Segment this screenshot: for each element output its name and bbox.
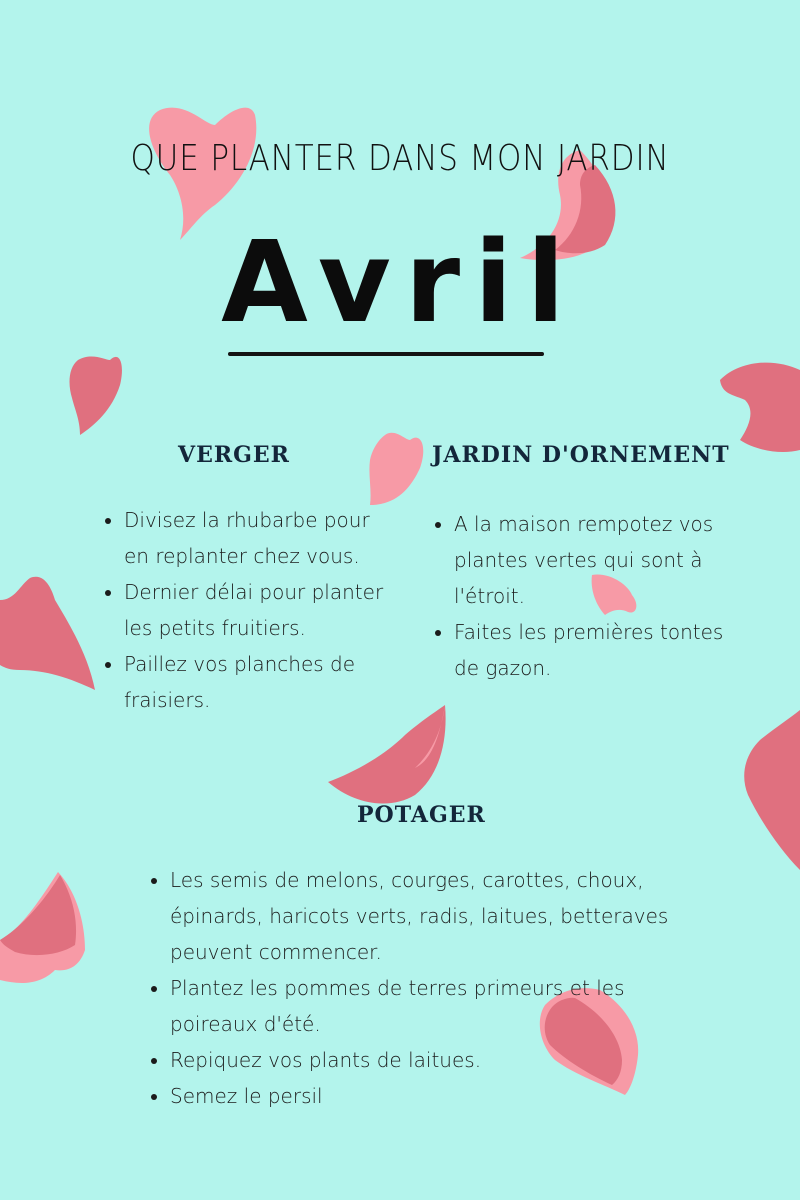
list-item: • Faites les premières tontes de gazon. — [454, 614, 744, 686]
list-item: • Paillez vos planches de fraisiers. — [124, 646, 394, 718]
list-item: • Semez le persil — [170, 1078, 690, 1114]
list-item: • Divisez la rhubarbe pour en replanter chez vous. — [124, 502, 394, 574]
list-item: • Dernier délai pour planter les petits fruitiers. — [124, 574, 394, 646]
list-ornement — [432, 506, 744, 686]
list-item: • Les semis de melons, courges, carottes, choux, épinards, haricots verts, radis, laitues, betteraves peuvent commencer. — [170, 862, 690, 970]
subtitle: QUE PLANTER DANS MON JARDIN — [130, 138, 670, 179]
section-heading-potager: POTAGER — [357, 802, 486, 828]
list-item: • Plantez les pommes de terres primeurs et les poireaux d'été. — [170, 970, 690, 1042]
section-heading-verger: VERGER — [178, 442, 290, 468]
list-item: • Repiquez vos plants de laitues. — [170, 1042, 690, 1078]
page-title: Avril — [221, 218, 579, 348]
section-heading-ornement: JARDIN D'ORNEMENT — [432, 442, 730, 468]
list-item: • A la maison rempotez vos plantes vertes qui sont à l'étroit. — [454, 506, 744, 614]
title-underline — [228, 352, 544, 356]
list-potager — [148, 862, 690, 1114]
list-verger — [102, 502, 394, 718]
